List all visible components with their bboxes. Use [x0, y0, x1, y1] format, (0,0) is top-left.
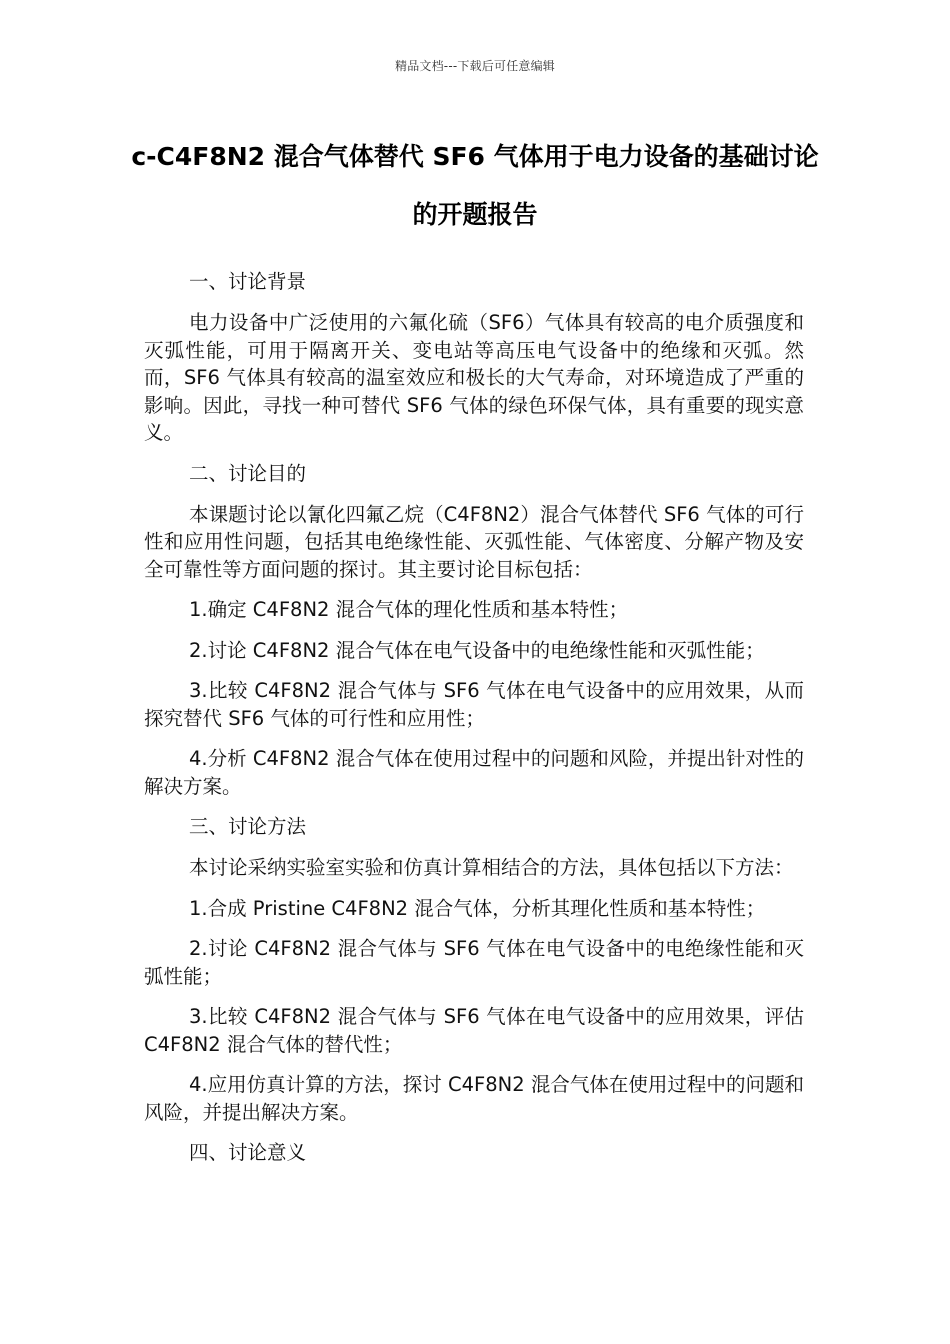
background-paragraph: 电力设备中广泛使用的六氟化硫（SF6）气体具有较高的电介质强度和灭弧性能，可用于隔离开关、变电站等高压电气设备中的绝缘和灭弧。然而，SF6 气体具有较高的温室效应和极长的大气寿命，对环境造成了严重的影响。因此，寻找一种可替代 SF6 气体的绿色环保气体，具有重要的现实意义。 [144, 311, 804, 444]
document-body [144, 268, 804, 1180]
purpose-item-1: 1.确定 C4F8N2 混合气体的理化性质和基本特性； [189, 598, 629, 621]
method-item-1: 1.合成 Pristine C4F8N2 混合气体，分析其理化性质和基本特性； [189, 896, 766, 920]
section-heading-method: 三、讨论方法 [189, 815, 307, 838]
section-heading-significance: 四、讨论意义 [189, 1141, 307, 1164]
section-heading-purpose: 二、讨论目的 [189, 461, 307, 485]
purpose-paragraph: 本课题讨论以氰化四氟乙烷（C4F8N2）混合气体替代 SF6 气体的可行性和应用性问题，包括其电绝缘性能、灭弧性能、气体密度、分解产物及安全可靠性等方面问题的探讨。其主要讨论目标包括： [144, 502, 804, 581]
method-paragraph: 本讨论采纳实验室实验和仿真计算相结合的方法，具体包括以下方法： [189, 856, 794, 879]
purpose-item-4: 4.分析 C4F8N2 混合气体在使用过程中的问题和风险，并提出针对性的解决方案。 [144, 747, 804, 798]
method-item-4: 4.应用仿真计算的方法，探讨 C4F8N2 混合气体在使用过程中的问题和风险，并提出解决方案。 [144, 1073, 804, 1124]
section-heading-background: 一、讨论背景 [189, 270, 307, 293]
document-title: c-C4F8N2 混合气体替代 SF6 气体用于电力设备的基础讨论的开题报告 [131, 142, 819, 229]
method-item-3: 3.比较 C4F8N2 混合气体与 SF6 气体在电气设备中的应用效果，评估 C4F8N2 混合气体的替代性； [144, 1005, 804, 1056]
purpose-item-2: 2.讨论 C4F8N2 混合气体在电气设备中的电绝缘性能和灭弧性能； [189, 638, 765, 662]
method-item-2: 2.讨论 C4F8N2 混合气体与 SF6 气体在电气设备中的电绝缘性能和灭弧性能； [144, 937, 804, 988]
page-header: 精品文档---下载后可任意编辑 [395, 59, 555, 73]
purpose-item-3: 3.比较 C4F8N2 混合气体与 SF6 气体在电气设备中的应用效果，从而探究替代 SF6 气体的可行性和应用性； [144, 679, 804, 730]
